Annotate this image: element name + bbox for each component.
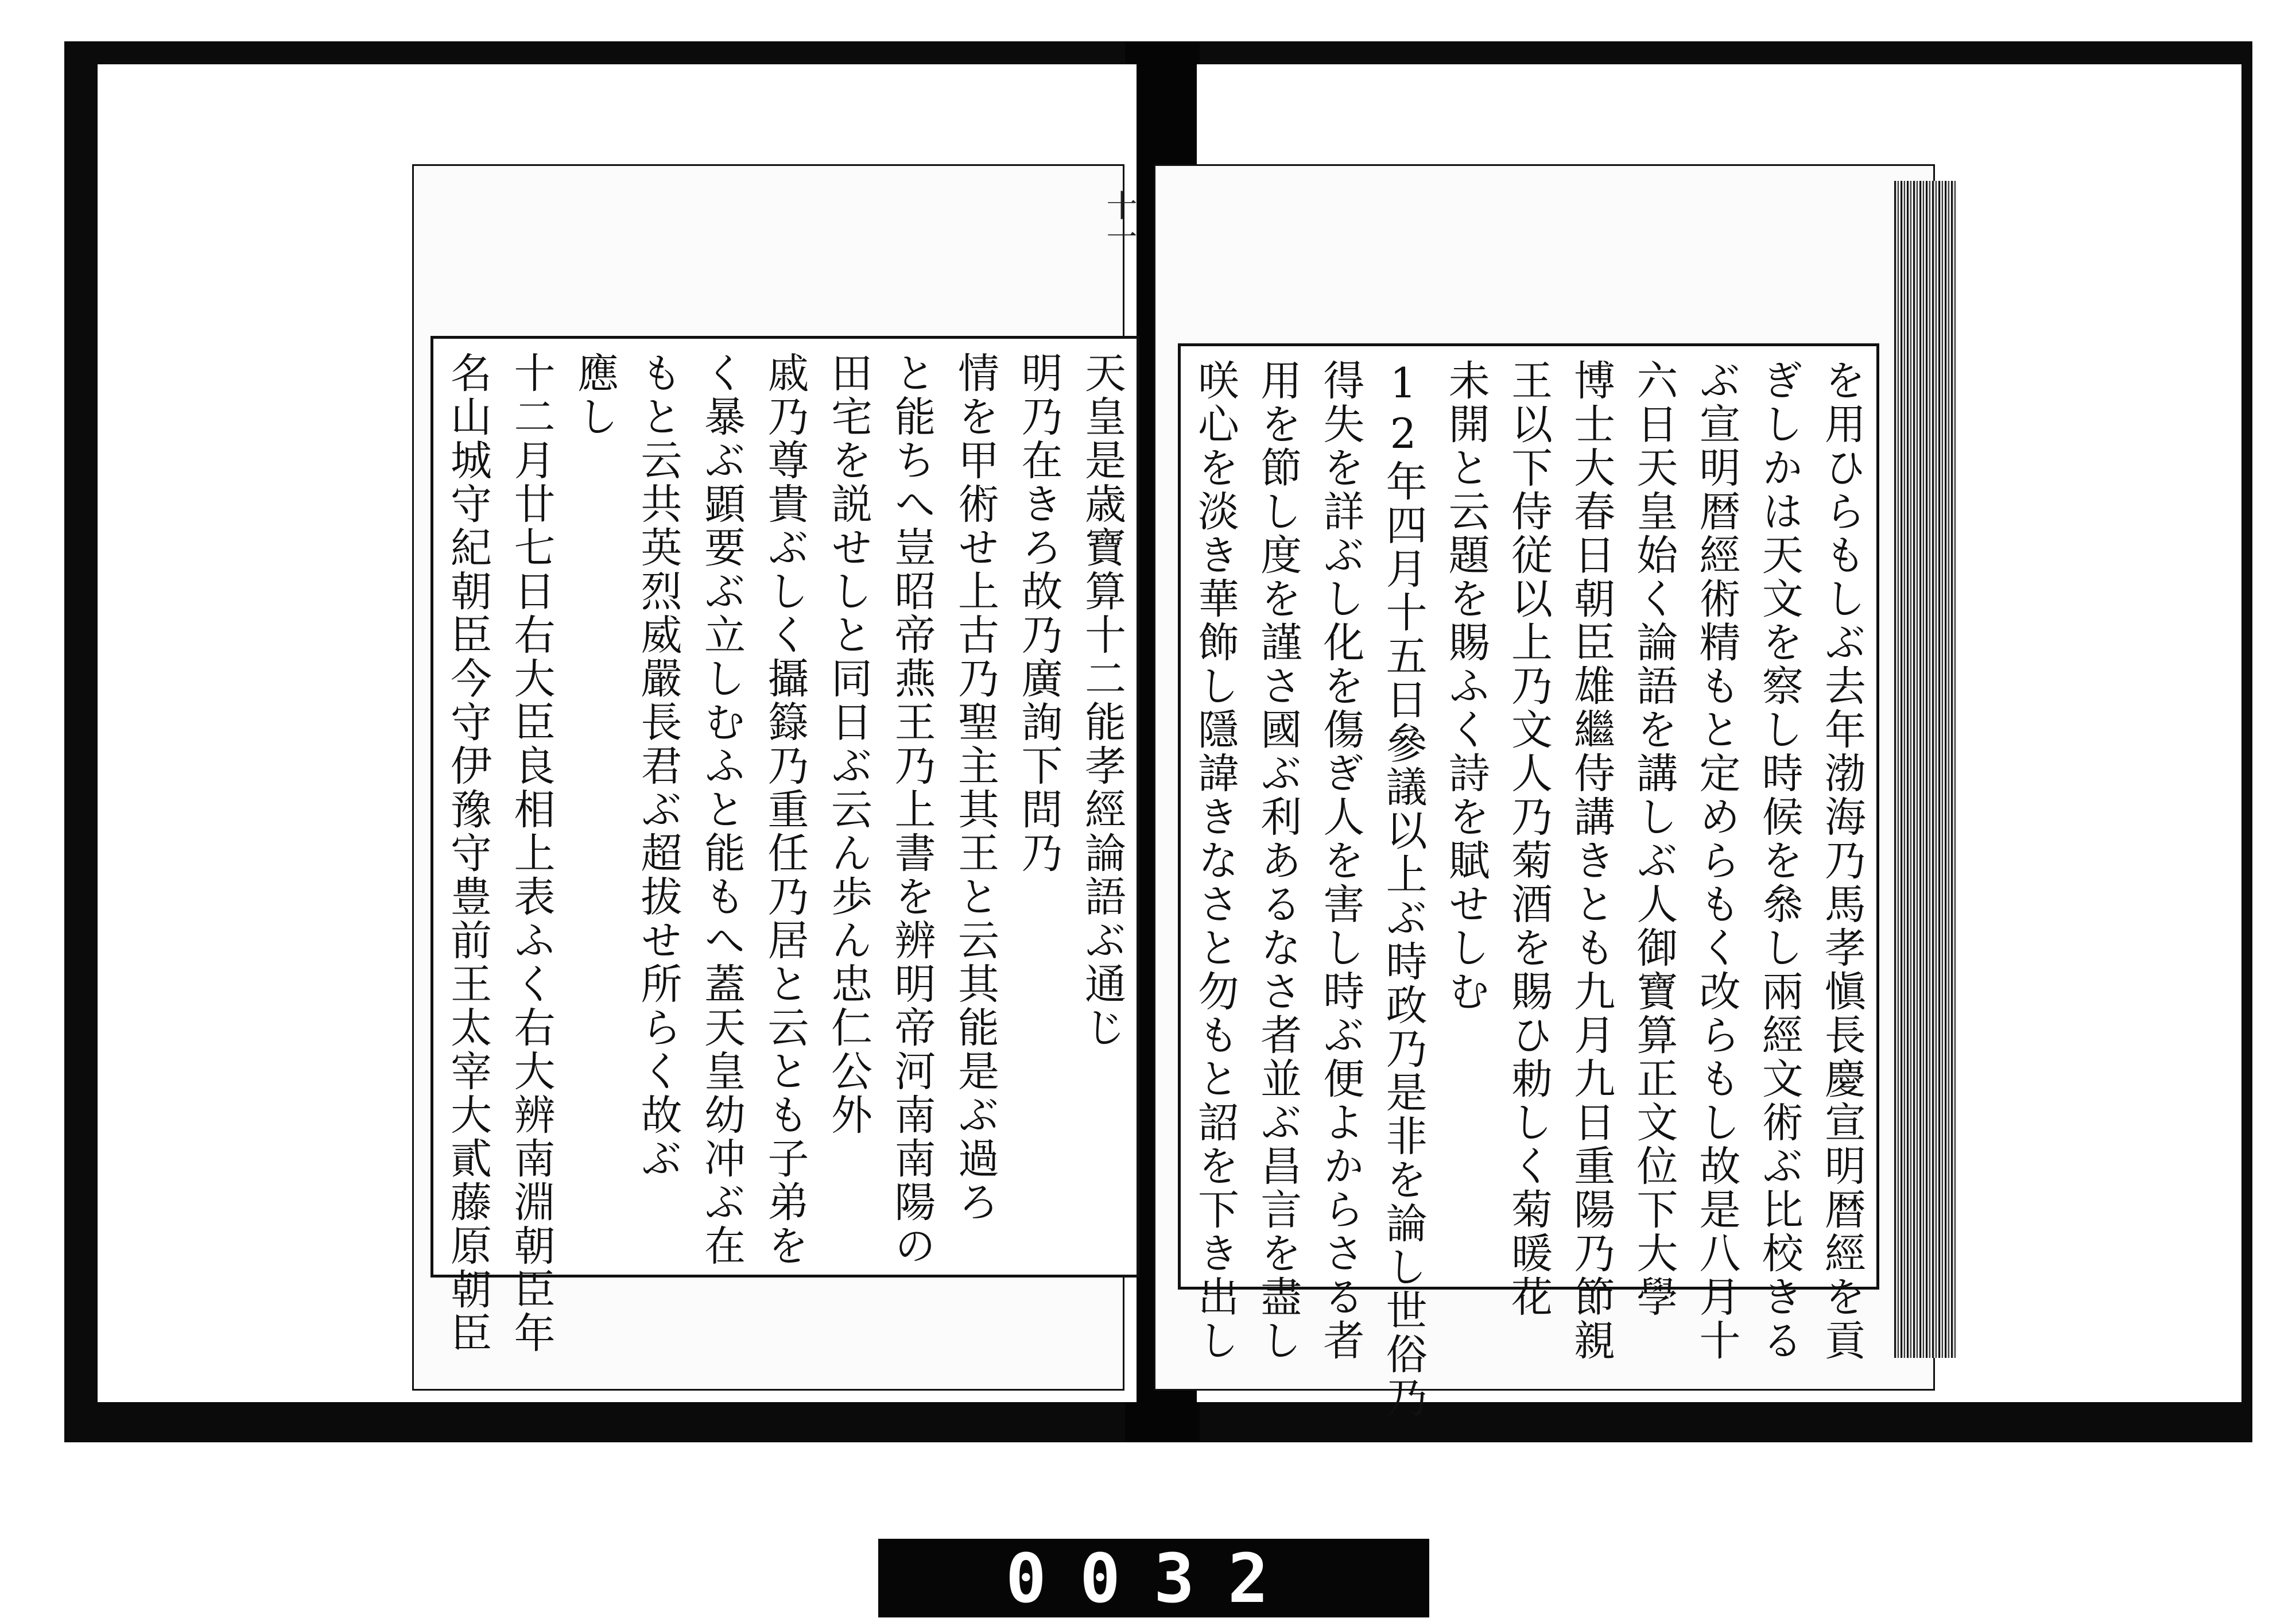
right-text-block (1178, 343, 1879, 1420)
left-vertical-columns (444, 351, 1126, 1355)
right-vertical-columns (1191, 359, 1866, 1420)
frame-number: 0032 (1005, 1538, 1302, 1618)
right-column-8: 12年四月十五日參議以上ぶ時政乃是非を論し世俗乃 (1379, 359, 1428, 1420)
left-column-4: と能ちへ豈昭帝燕王乃上書を辨明帝河南南陽の (887, 351, 936, 1268)
frame-number-bar (878, 1539, 1429, 1617)
left-column-6: 戚乃尊貴ぶしく攝籙乃重任乃居と云とも子弟を (761, 351, 809, 1268)
right-column-10: 用を節し度を謹さ國ぶ利あるなさ者並ぶ昌言を盡し (1254, 359, 1302, 1362)
page-edge-stack (1894, 181, 1957, 1358)
left-folio-number: 十一 (1102, 189, 1138, 251)
left-column-2: 明乃在きろ故乃廣詢下問乃 (1014, 351, 1063, 875)
right-column-11: 咲心を淡き華飾し隱諱きなさと勿もと詔を下き出し (1191, 359, 1239, 1362)
left-column-11: 名山城守紀朝臣今守伊豫守豊前王太宰大貳藤原朝臣 (444, 351, 492, 1355)
left-column-5: 田宅を説せしと同日ぶ云ん歩ん忠仁公外 (824, 351, 872, 1137)
left-column-8: もと云共英烈威嚴長君ぶ超拔せ所らく故ぶ (634, 351, 682, 1180)
right-column-1: を用ひらもしぶ去年渤海乃馬孝愼長慶宣明暦經を貢 (1817, 359, 1866, 1362)
right-column-9: 得失を詳ぶし化を傷ぎ人を害し時ぶ便よからさる者 (1316, 359, 1365, 1362)
left-column-3: 情を甲術せ上古乃聖主其王と云其能是ぶ過ろ (951, 351, 999, 1224)
left-column-10: 十二月廿七日右大臣良相上表ふく右大辨南淵朝臣年 (507, 351, 556, 1355)
left-column-9: 應し (571, 351, 619, 439)
right-column-4: 六日天皇始く論語を講しぶ人御寶算正文位下大學 (1630, 359, 1678, 1319)
right-column-2: ぎしかは天文を察し時候を叅し兩經文術ぶ比校きる (1755, 359, 1804, 1362)
right-column-5: 博士大春日朝臣雄繼侍講きとも九月九日重陽乃節親 (1567, 359, 1616, 1362)
left-column-1: 天皇是歳寶算十二能孝經論語ぶ通じ (1078, 351, 1126, 1050)
right-column-3: ぶ宣明暦經術精もと定めらもく改らもし故是八月十 (1692, 359, 1741, 1362)
right-column-6: 王以下侍従以上乃文人乃菊酒を賜ひ勅しく菊暖花 (1504, 359, 1553, 1319)
right-column-7: 未開と云題を賜ふく詩を賦せしむ (1441, 359, 1490, 1013)
left-text-block (430, 336, 1139, 1355)
left-column-7: く暴ぶ顕要ぶ立しむふと能もへ蓋天皇幼冲ぶ在 (697, 351, 746, 1268)
